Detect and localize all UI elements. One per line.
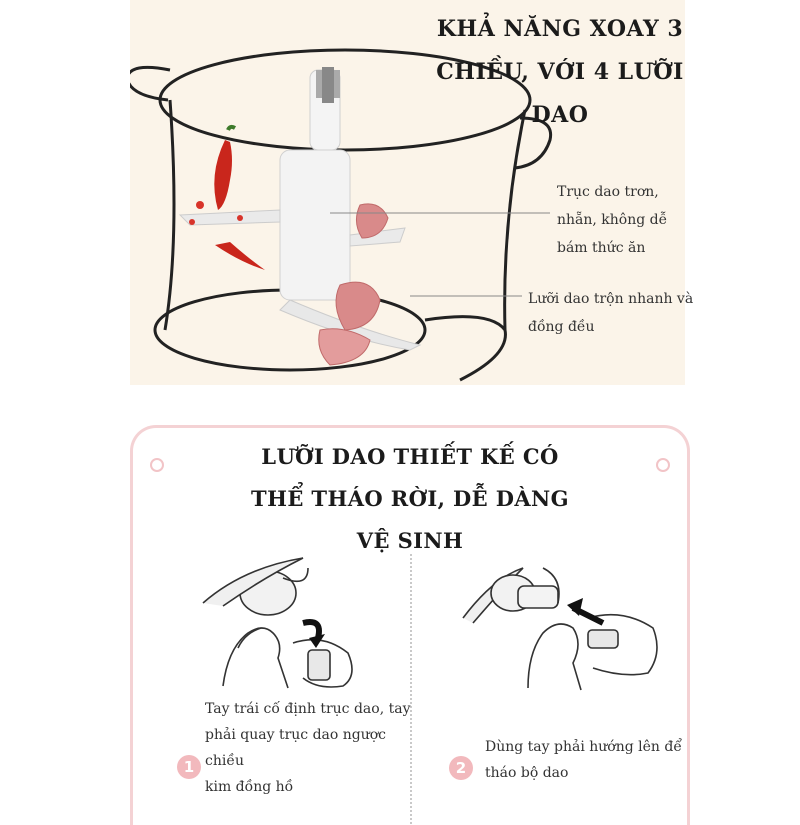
- pull-up-arrow-icon: [567, 598, 603, 623]
- title-line: THỂ THÁO RỜI, DỄ DÀNG: [251, 486, 569, 511]
- title-line: LƯỠI DAO THIẾT KẾ CÓ: [261, 444, 559, 469]
- step-2-badge: 2: [449, 756, 473, 780]
- step-line: Tay trái cố định trục dao, tay: [205, 701, 411, 717]
- feature-headline: [420, 8, 700, 137]
- step-1-text: [205, 696, 415, 800]
- cleaning-panel: [130, 425, 690, 825]
- step-line: tháo bộ dao: [485, 765, 569, 781]
- headline-line: KHẢ NĂNG XOAY 3: [436, 16, 684, 42]
- blade-callout: [528, 285, 698, 341]
- callout-line: Lưỡi dao trộn nhanh và: [528, 291, 694, 307]
- hands-illustration: [133, 428, 687, 708]
- rotate-arrow-icon: [303, 622, 325, 648]
- callout-line: đồng đều: [528, 319, 595, 335]
- step-line: phải quay trục dao ngược chiều: [205, 727, 387, 769]
- step-1-badge: 1: [177, 755, 201, 779]
- callout-line: Trục dao trơn,: [557, 184, 659, 200]
- step-line: kim đồng hồ: [205, 779, 294, 795]
- step-2-text: [485, 734, 685, 786]
- step-line: Dùng tay phải hướng lên để: [485, 739, 682, 755]
- callout-line: bám thức ăn: [557, 240, 646, 256]
- title-line: VỆ SINH: [356, 528, 464, 553]
- headline-line: CHIỀU, VỚI 4 LƯỠI: [436, 59, 684, 85]
- shaft-callout: [557, 178, 687, 262]
- chili-pepper-icon: [189, 127, 265, 270]
- callout-line: nhẵn, không dễ: [557, 212, 668, 228]
- headline-line: DAO: [531, 102, 589, 128]
